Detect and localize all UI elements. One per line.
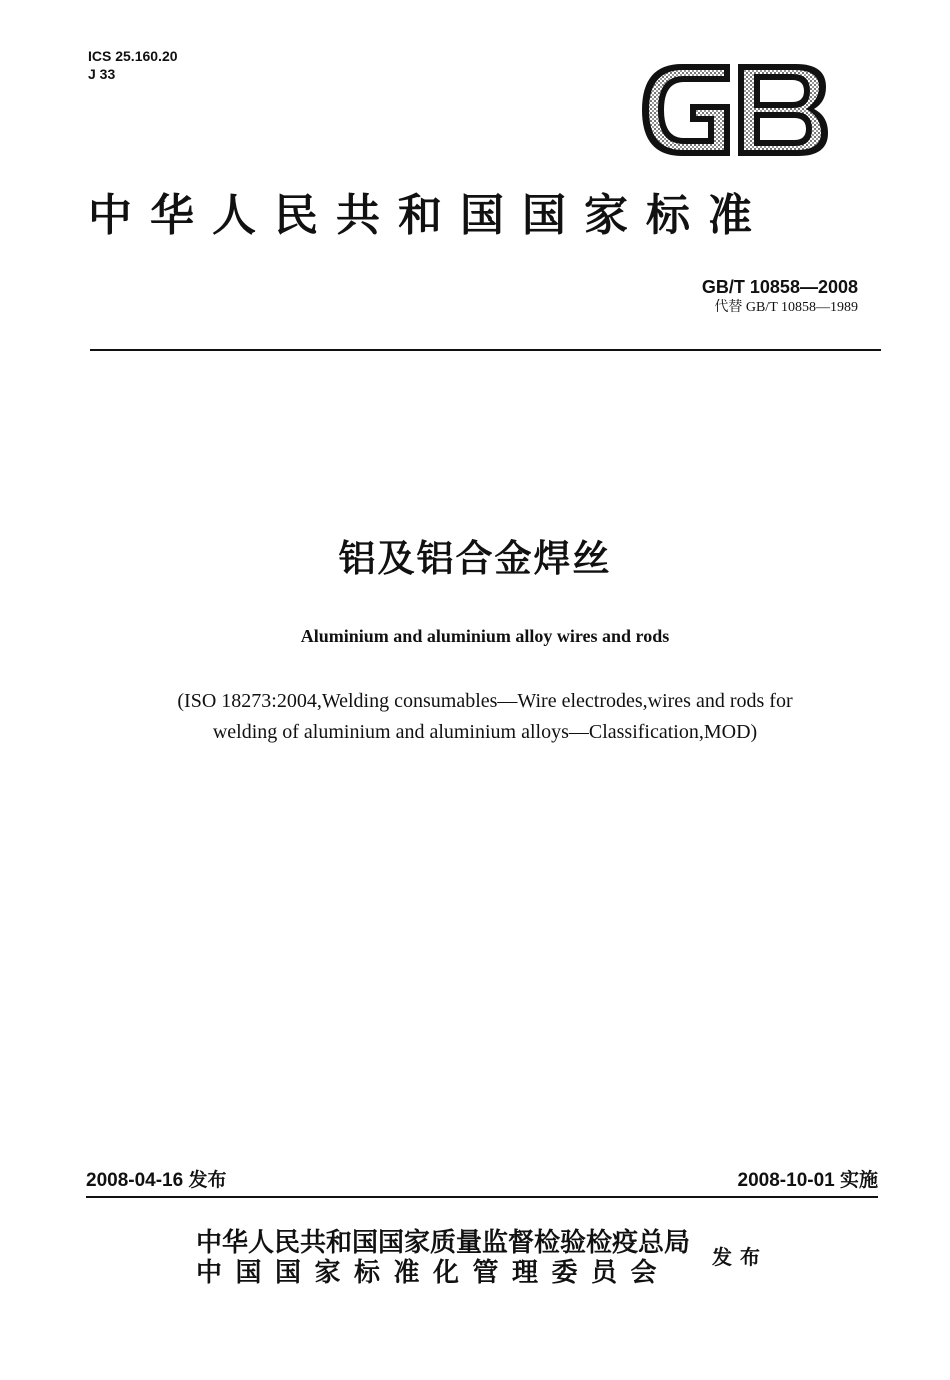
footer-divider (86, 1196, 878, 1198)
issue-date: 2008-04-16 发布 (86, 1170, 227, 1191)
iso-reference-line-1: (ISO 18273:2004,Welding consumables—Wire electrodes,wires and rods for (177, 690, 793, 712)
standard-number: GB/T 10858—2008 (701, 277, 858, 297)
document-title-chinese: 铝及铝合金焊丝 (338, 537, 612, 580)
publish-label: 发布 (712, 1245, 768, 1269)
document-title-english: Aluminium and aluminium alloy wires and rods (300, 626, 670, 646)
ics-code: ICS 25.160.20 (88, 48, 178, 64)
classification-codes (88, 47, 178, 83)
publishing-authorities (196, 1228, 690, 1288)
header-divider (90, 349, 881, 351)
publisher-sac: 中国国家标准化管理委员会 (196, 1258, 671, 1288)
replaces-standard: 代替 GB/T 10858—1989 (714, 300, 858, 315)
gb-logo (638, 60, 830, 160)
publisher-aqsiq: 中华人民共和国国家质量监督检验检疫总局 (196, 1228, 691, 1258)
implementation-date: 2008-10-01 实施 (737, 1170, 878, 1191)
iso-reference (80, 686, 890, 748)
iso-reference-line-2: welding of aluminium and aluminium alloys—Classification,MOD) (212, 721, 758, 743)
class-code: J 33 (88, 66, 116, 82)
national-standard-heading: 中华人民共和国国家标准 (88, 190, 770, 241)
